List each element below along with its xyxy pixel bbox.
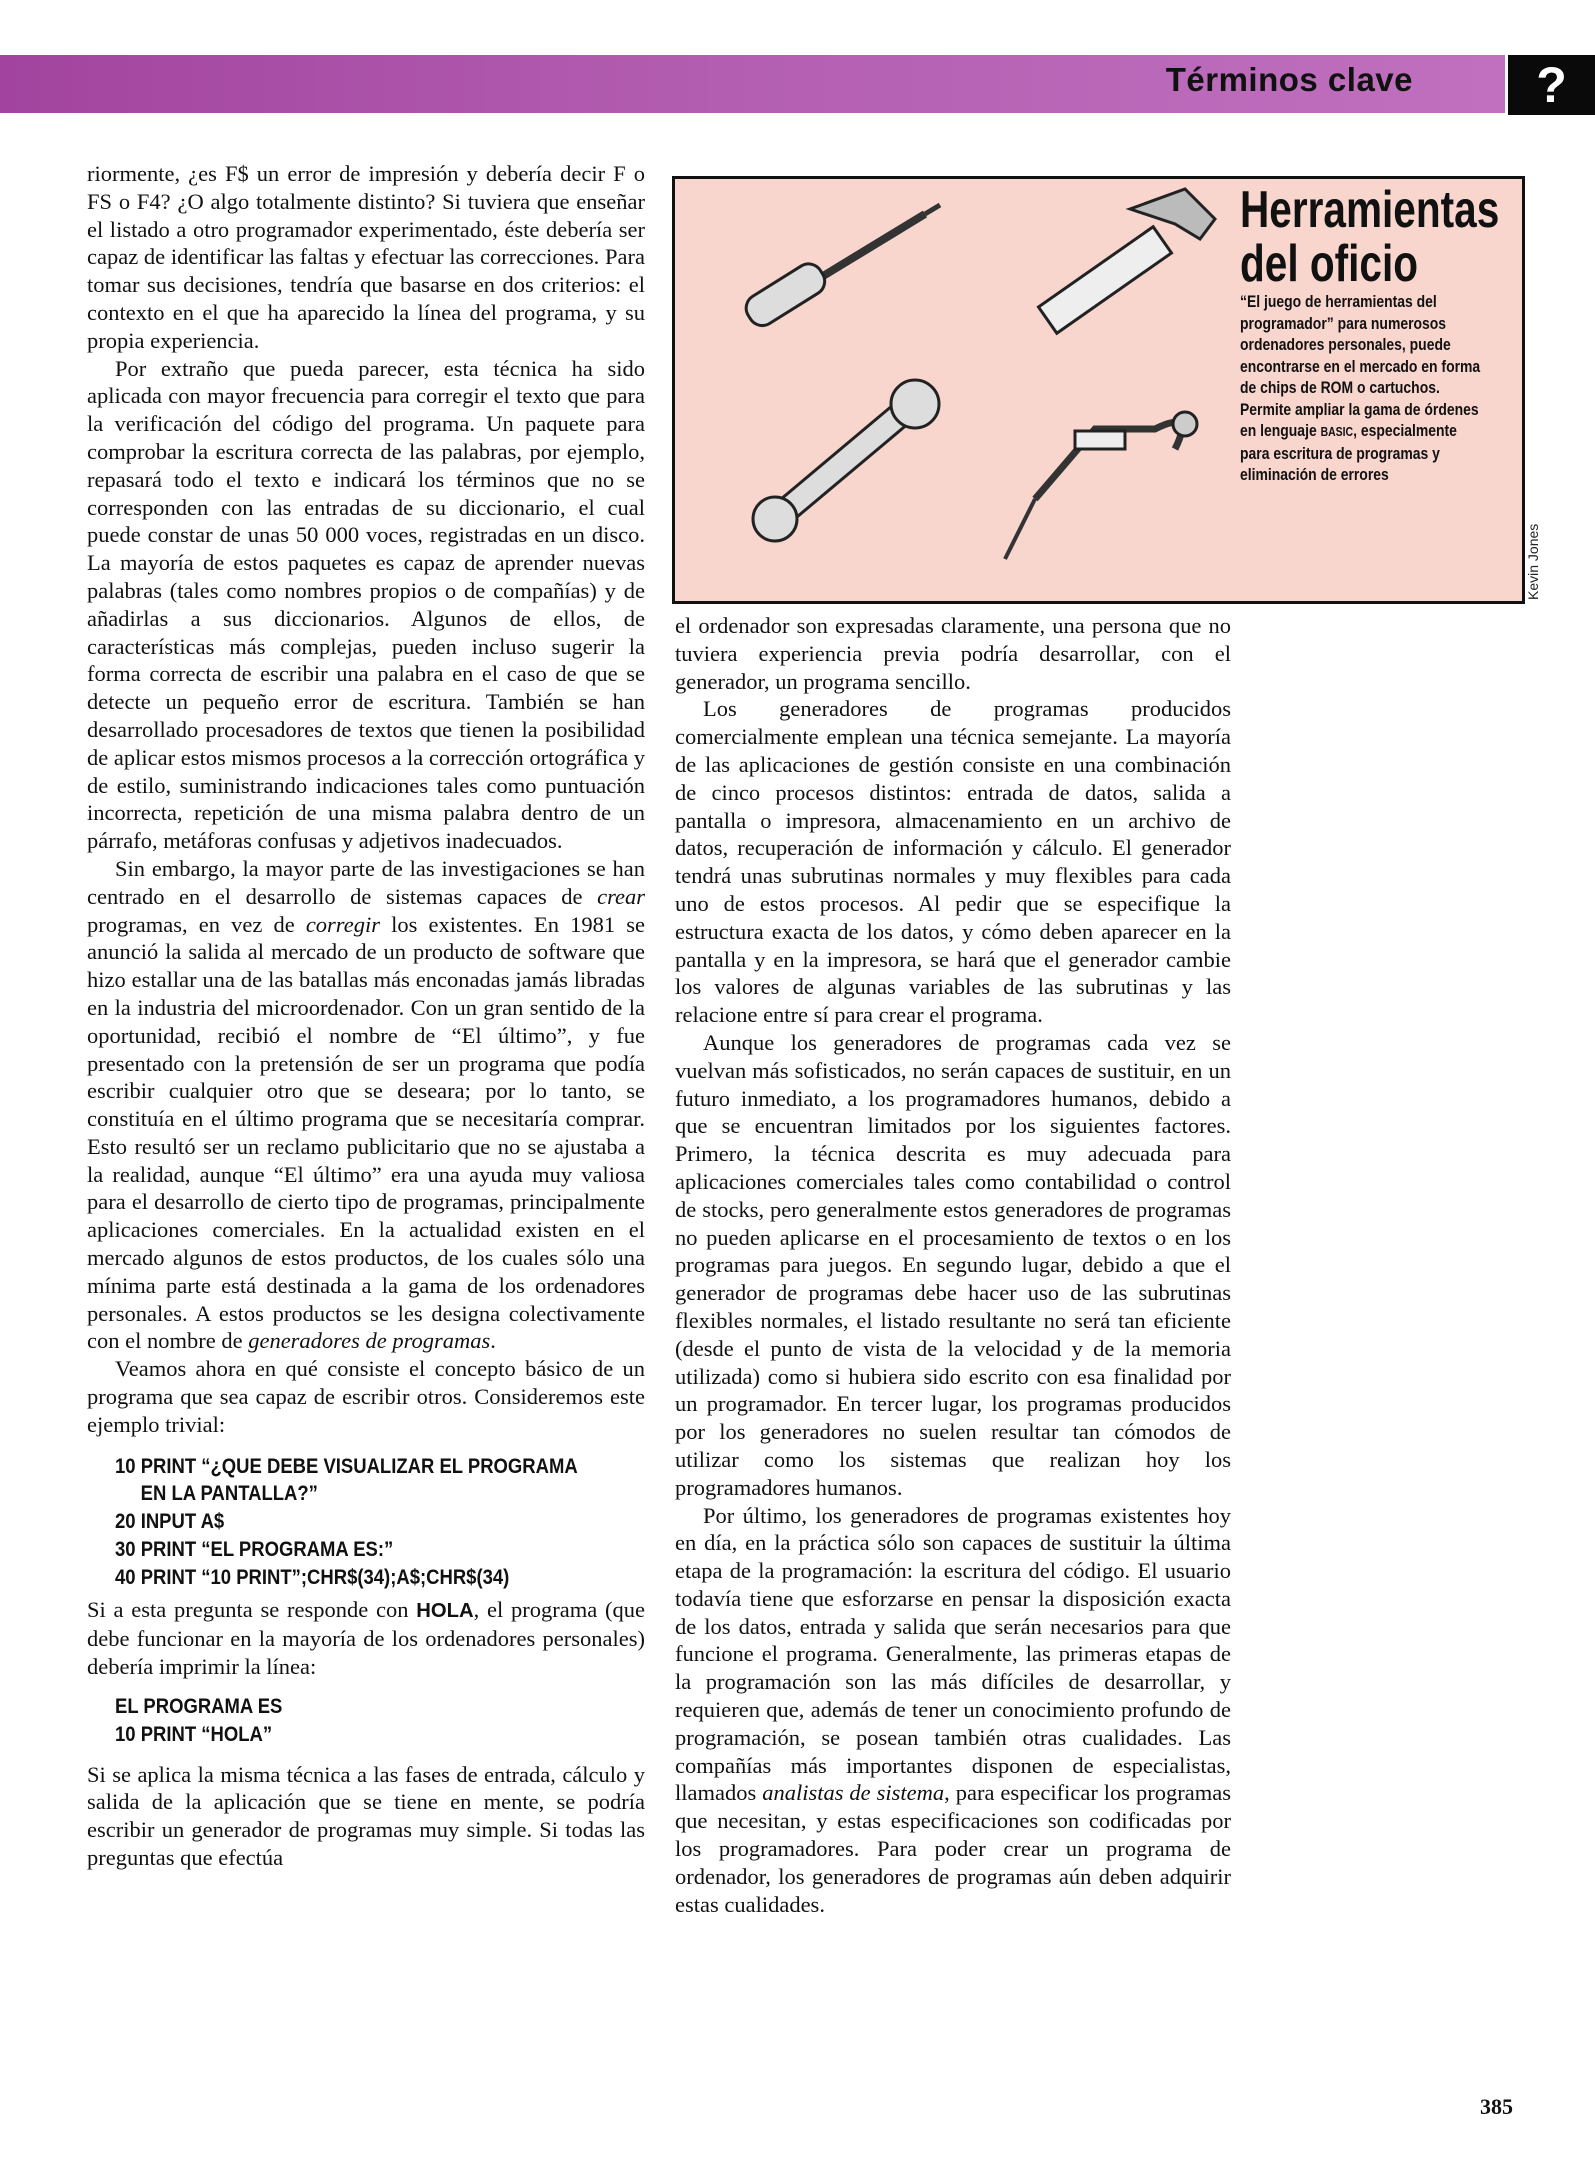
hammer-icon	[1038, 189, 1215, 333]
sidebar-box	[672, 176, 1525, 604]
paragraph	[87, 355, 645, 855]
text-segment: Si se aplica la misma técnica a las fases de entrada, cálculo y salida de la aplicación que se tiene en mente, se podría escribir un generador de programas muy simple. Si todas las preguntas que efectúa	[87, 1761, 645, 1871]
italic-text: generadores de programas	[248, 1328, 491, 1354]
paragraph	[675, 1502, 1231, 1919]
question-mark-icon: ?	[1508, 55, 1595, 115]
code-line: 20 INPUT A$	[115, 1510, 225, 1534]
text-segment: Por último, los generadores de programas existentes hoy en día, en la práctica sólo son capaces de sustituir la última etapa de la programación: la escritura del código. El usuario todavía tiene que esforzarse en pensar la disposición exacta de los datos, entrada y salida que serán necesarios para que funcione el programa. Generalmente, las primeras etapas de la programación son las más difíciles de desarrollar, y requieren que, además de tener un conocimiento profundo de programación, se posean también otras cualidades. Las compañías más importantes disponen de especialistas, llamados	[675, 1502, 1231, 1806]
text-segment: Veamos ahora en qué consiste el concepto básico de un programa que sea capaz de escribir otros. Consideremos este ejemplo trivial:	[87, 1356, 645, 1437]
wrench-icon	[753, 380, 939, 541]
text-segment: , para especificar los programas que necesitan, y estas especificaciones son codificadas por los programadores. Para poder crear un programa de ordenador, los generadores de programas aún deben adquirir estas cualidades.	[675, 1780, 1231, 1917]
box-title-line: Herramientas	[1240, 181, 1500, 239]
text-segment: riormente, ¿es F$ un error de impresión y debería decir F o FS o F4? ¿O algo totalmente distinto? Si tuviera que enseñar el listado a otro programador experimentado, éste debería ser capaz de identificar las faltas y efectuar las correcciones. Para tomar sus decisiones, tendría que basarse en dos criterios: el contexto en el que ha aparecido la línea del programa, y su propia experiencia.	[87, 161, 645, 353]
page-number: 385	[1480, 2094, 1513, 2119]
left-column	[87, 160, 645, 1872]
screwdriver-icon	[741, 205, 940, 331]
paragraph	[675, 1029, 1231, 1502]
code-output	[115, 1693, 581, 1749]
code-line: 10 PRINT “¿QUE DEBE VISUALIZAR EL PROGRAMA	[115, 1454, 578, 1478]
box-caption	[1240, 291, 1486, 486]
text-segment: “El juego de herramientas del programador” para numerosos ordenadores personales, puede encontrarse en el mercado en forma de chips de ROM o cartuchos. Permite ampliar la gama de órdenes en lenguaje	[1240, 292, 1481, 440]
illustration-credit: Kevin Jones	[1525, 523, 1541, 600]
section-header-bar	[0, 55, 1505, 113]
text-segment: los existentes. En 1981 se anunció la salida al mercado de un producto de software que hizo estallar una de las batallas más enconadas jamás libradas en la industria del microordenador. Con un gran sentido de la oportunidad, recibió el nombre de “El último”, y fue presentado con la pretensión de ser un programa que podía escribir cualquier otro que se deseara; por lo tanto, se constituía en el último programa que se necesitaría comprar. Esto resultó ser un reclamo publicitario que no se ajustaba a la realidad, aunque “El último” era una ayuda muy valiosa para el desarrollo de cierto tipo de programas, principalmente aplicaciones comerciales. En la actualidad existen en el mercado algunos de estos productos, de los cuales sólo una mínima parte está destinada a la gama de los ordenadores personales. A estos productos se les designa colectivamente con el nombre de	[87, 911, 645, 1354]
text-segment: BASIC	[1320, 424, 1354, 439]
text-segment: , especialmente para escritura de programas y eliminación de errores	[1240, 421, 1457, 484]
right-column	[675, 612, 1231, 1918]
text-segment: .	[490, 1328, 496, 1354]
text-segment: Aunque los generadores de programas cada vez se vuelvan más sofisticados, no serán capaces de sustituir, en un futuro inmediato, a los programadores humanos, debido a que se encuentran limitados por los siguientes factores. Primero, la técnica descrita es muy adecuada para aplicaciones comerciales tales como contabilidad o control de stocks, pero generalmente estos generadores de programas no pueden aplicarse en el procesamiento de textos o en los programas para juegos. En segundo lugar, debido a que el generador de programas debe hacer uso de las subrutinas flexibles normales, el listado resultante no será tan eficiente (desde el punto de vista de la velocidad y de la memoria utilizada) como si hubiera sido escrito con esa finalidad por un programador. En tercer lugar, los programas producidos por los generadores no suelen resultar tan cómodos de utilizar como los sistemas que realizan hoy los programadores humanos.	[675, 1029, 1231, 1500]
text-segment: programas, en vez de	[87, 911, 306, 937]
text-segment: Por extraño que pueda parecer, esta técnica ha sido aplicada con mayor frecuencia para corregir el texto que para la verificación del código del programa. Un paquete para comprobar la escritura correcta de las palabras, por ejemplo, repasará todo el texto e indicará los términos que no se corresponden con las entradas de su diccionario, el cual puede constar de unas 50 000 voces, registradas en un disco. La mayoría de estos paquetes es capaz de aprender nuevas palabras (tales como nombres propios o de compañías) y de añadirlas a sus diccionarios. Algunos de ellos, de características más complejas, pueden incluso sugerir la forma correcta de escribir una palabra en el caso de que se detecte un pequeño error de escritura. También se han desarrollado procesadores de textos que tienen la posibilidad de aplicar estos mismos procesos a la corrección ortográfica y de estilo, suministrando indicaciones tales como puntuación incorrecta, repetición de una misma palabra dentro de un párrafo, metáforas confusas y adjetivos inadecuados.	[87, 355, 645, 854]
hand-drill-icon	[1005, 412, 1197, 559]
italic-text: crear	[597, 883, 645, 909]
box-title-line: del oficio	[1240, 235, 1419, 293]
section-title: Términos clave	[1165, 61, 1413, 98]
paragraph	[87, 1355, 645, 1438]
paragraph	[675, 695, 1231, 1029]
code-line: 30 PRINT “EL PROGRAMA ES:”	[115, 1538, 394, 1562]
code-line: EL PROGRAMA ES	[115, 1695, 283, 1719]
text-segment: Sin embargo, la mayor parte de las investigaciones se han centrado en el desarrollo de sistemas capaces de	[87, 855, 645, 909]
paragraph	[675, 612, 1231, 695]
box-title	[1240, 183, 1499, 291]
code-line: 40 PRINT “10 PRINT”;CHR$(34);A$;CHR$(34)	[115, 1565, 510, 1589]
paragraph	[87, 855, 645, 1355]
paragraph	[87, 1596, 645, 1681]
text-segment: Los generadores de programas producidos comercialmente emplean una técnica semejante. La mayoría de las aplicaciones de gestión consiste en una combinación de cinco procesos distintos: entrada de datos, salida a pantalla o impresora, almacenamiento en un archivo de datos, recuperación de información y cálculo. El generador tendrá unas subrutinas normales y muy flexibles para cada uno de estos procesos. Al pedir que se especifique la estructura exacta de los datos, y cómo deben aparecer en la pantalla y en la impresora, se hará que el generador cambie los valores de algunas variables de las subrutinas y las relacione entre sí para crear el programa.	[675, 696, 1231, 1028]
italic-text: corregir	[305, 911, 380, 937]
text-segment: el ordenador son expresadas claramente, una persona que no tuviera experiencia previa podría desarrollar, con el generador, un programa sencillo.	[675, 613, 1231, 694]
text-segment: Si a esta pregunta se responde con	[87, 1596, 417, 1622]
text-segment: , el programa (que debe funcionar en la mayoría de los ordenadores personales) debería imprimir la línea:	[87, 1596, 645, 1680]
code-line: 10 PRINT “HOLA”	[115, 1722, 273, 1746]
italic-text: analistas de sistema	[762, 1780, 945, 1806]
paragraph	[87, 160, 645, 355]
code-line: EN LA PANTALLA?”	[115, 1482, 318, 1506]
text-segment: HOLA	[416, 1599, 474, 1622]
paragraph	[87, 1761, 645, 1872]
tools-illustration	[675, 179, 1235, 599]
code-listing	[115, 1453, 581, 1592]
